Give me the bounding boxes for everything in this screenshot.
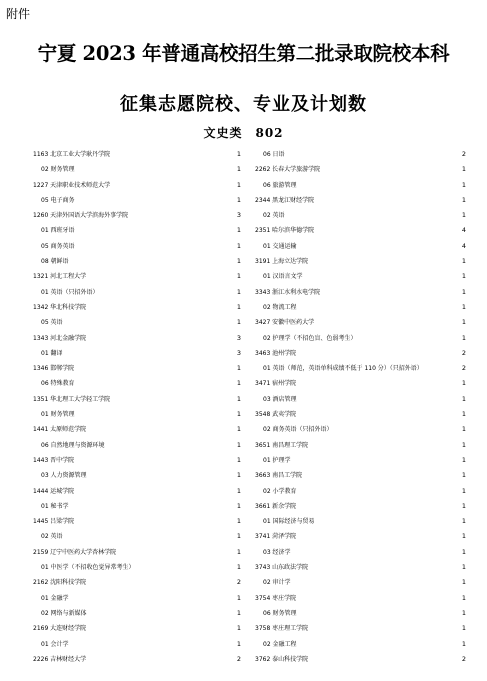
major-name: 02 英语 [263, 212, 285, 220]
school-name: 3762 泰山科技学院 [255, 655, 309, 663]
major-name: 02 物流工程 [263, 303, 297, 311]
school-row [33, 514, 241, 529]
plan-count: 1 [236, 241, 241, 250]
plan-count: 1 [461, 547, 466, 556]
school-name: 1346 邯郸学院 [33, 365, 75, 373]
plan-count: 1 [461, 624, 466, 633]
major-row [255, 178, 466, 193]
school-name: 3343 浙江水利水电学院 [255, 288, 321, 296]
school-row [255, 162, 466, 177]
major-name: 05 电子商务 [41, 196, 75, 204]
school-name: 3463 池州学院 [255, 349, 297, 357]
major-row [33, 162, 241, 177]
plan-count: 1 [236, 486, 241, 495]
school-name: 3663 南昌工学院 [255, 472, 303, 480]
school-row [255, 529, 466, 544]
major-name: 05 商务英语 [41, 242, 75, 250]
plan-count: 1 [236, 425, 241, 434]
major-name: 01 金融学 [41, 594, 69, 602]
plan-count: 1 [461, 195, 466, 204]
school-row [255, 315, 466, 330]
major-row [33, 468, 241, 483]
school-name: 3427 安徽中医药大学 [255, 319, 315, 327]
major-name: 02 金融工程 [263, 640, 297, 648]
major-row [255, 514, 466, 529]
school-row [255, 591, 466, 606]
school-row [255, 652, 466, 667]
school-name: 2162 沈阳科技学院 [33, 579, 87, 587]
school-name: 1443 晋中学院 [33, 456, 75, 464]
school-row [33, 484, 241, 499]
plan-count: 1 [461, 608, 466, 617]
major-name: 05 英语 [41, 319, 63, 327]
school-name: 3661 新余学院 [255, 502, 297, 510]
major-row [255, 422, 466, 437]
plan-count: 1 [236, 394, 241, 403]
attachment-label: 附件 [6, 7, 31, 21]
school-row [255, 376, 466, 391]
school-row [255, 438, 466, 453]
plan-count: 1 [236, 593, 241, 602]
major-name: 06 财务管理 [263, 609, 297, 617]
major-row [33, 376, 241, 391]
major-name: 01 翻译 [41, 349, 63, 357]
plan-count: 2 [236, 654, 241, 663]
school-name: 2169 大连财经学院 [33, 625, 87, 633]
school-row [255, 285, 466, 300]
school-name: 2344 黑龙江财经学院 [255, 196, 315, 204]
major-row [33, 239, 241, 254]
major-name: 02 英语 [41, 533, 63, 541]
plan-count: 1 [236, 624, 241, 633]
plan-count: 1 [236, 440, 241, 449]
plan-count: 1 [236, 379, 241, 388]
school-row [33, 422, 241, 437]
plan-count: 1 [461, 318, 466, 327]
category-heading: 文史类 802 [203, 126, 284, 140]
plan-count: 1 [236, 165, 241, 174]
plan-count: 1 [461, 532, 466, 541]
plan-count: 3 [236, 333, 241, 342]
plan-count: 1 [236, 608, 241, 617]
plan-count: 4 [461, 241, 466, 250]
major-name: 02 商务英语（只招外语） [263, 426, 333, 434]
major-row [255, 545, 466, 560]
plan-count: 1 [236, 150, 241, 158]
school-name: 2262 长春大学旅游学院 [255, 166, 321, 174]
plan-count: 1 [461, 180, 466, 189]
school-name: 1163 北京工业大学耿丹学院 [33, 151, 111, 158]
plan-count: 1 [461, 302, 466, 311]
school-name: 3191 上海立达学院 [255, 258, 309, 266]
major-name: 06 旅游管理 [263, 181, 297, 189]
school-name: 1444 运城学院 [33, 487, 75, 495]
plan-count: 1 [461, 639, 466, 648]
school-row [255, 346, 466, 361]
plan-count: 1 [236, 547, 241, 556]
major-row [33, 407, 241, 422]
plan-count: 1 [236, 272, 241, 281]
major-row [255, 300, 466, 315]
plan-count: 1 [236, 302, 241, 311]
major-row [255, 269, 466, 284]
major-row [33, 254, 241, 269]
school-name: 2351 哈尔滨华德学院 [255, 227, 315, 235]
major-name: 06 特殊教育 [41, 380, 75, 388]
major-row [33, 346, 241, 361]
school-row [255, 560, 466, 575]
major-row [255, 453, 466, 468]
major-row [33, 591, 241, 606]
school-row [255, 407, 466, 422]
school-name: 3758 枣庄理工学院 [255, 625, 309, 633]
school-row [33, 208, 241, 223]
school-name: 1321 河北工程大学 [33, 273, 87, 281]
plan-count: 1 [461, 425, 466, 434]
major-name: 02 网络与新媒体 [41, 609, 87, 617]
major-name: 01 西班牙语 [41, 227, 75, 235]
plan-count: 1 [236, 195, 241, 204]
left-column [33, 147, 241, 667]
major-name: 02 财务管理 [41, 166, 75, 174]
school-row [33, 300, 241, 315]
school-row [255, 223, 466, 238]
plan-count: 1 [461, 410, 466, 419]
plan-count: 1 [461, 272, 466, 281]
school-row [255, 468, 466, 483]
major-name: 08 朝鲜语 [41, 258, 69, 266]
plan-count: 1 [461, 257, 466, 266]
major-row [255, 147, 466, 162]
plan-count: 1 [236, 501, 241, 510]
major-name: 01 汉语言文学 [263, 273, 303, 281]
major-name: 01 秘书学 [41, 502, 69, 510]
plan-count: 1 [236, 287, 241, 296]
plan-count: 1 [236, 364, 241, 373]
plan-count: 1 [461, 578, 466, 587]
plan-count: 1 [461, 563, 466, 572]
major-name: 01 中医学（不招收色觉异常考生） [41, 564, 135, 572]
plan-count: 2 [461, 654, 466, 663]
plan-count: 1 [461, 471, 466, 480]
school-row [33, 392, 241, 407]
school-name: 3651 南昌理工学院 [255, 441, 309, 449]
plan-count: 1 [236, 455, 241, 464]
school-name: 1441 太原师范学院 [33, 426, 87, 434]
school-name: 1445 吕梁学院 [33, 518, 75, 526]
major-name: 01 财务管理 [41, 411, 75, 419]
major-row [255, 331, 466, 346]
plan-count: 2 [461, 348, 466, 357]
major-row [33, 315, 241, 330]
major-row [255, 606, 466, 621]
plan-count: 2 [236, 578, 241, 587]
school-name: 3743 山东政法学院 [255, 564, 309, 572]
major-name: 06 自然地理与资源环境 [41, 441, 105, 449]
major-row [255, 575, 466, 590]
plan-count: 1 [461, 455, 466, 464]
plan-count: 1 [461, 486, 466, 495]
major-row [255, 208, 466, 223]
major-row [255, 484, 466, 499]
plan-count: 1 [236, 410, 241, 419]
plan-count: 1 [461, 394, 466, 403]
school-name: 1342 华北科技学院 [33, 303, 87, 311]
school-row [255, 621, 466, 636]
plan-count: 1 [461, 440, 466, 449]
major-name: 01 会计学 [41, 640, 69, 648]
school-row [33, 147, 241, 162]
school-name: 3741 菏泽学院 [255, 533, 297, 541]
school-name: 1351 华北理工大学轻工学院 [33, 395, 111, 403]
school-row [33, 575, 241, 590]
plan-count: 1 [236, 517, 241, 526]
plan-count: 4 [461, 226, 466, 235]
school-name: 2159 辽宁中医药大学杏林学院 [33, 548, 117, 556]
school-name: 3548 武夷学院 [255, 411, 297, 419]
school-row [255, 193, 466, 208]
school-row [33, 269, 241, 284]
major-name: 01 英语（师范，英语单科成绩不低于 110 分）（只招外语） [263, 365, 423, 373]
plan-count: 3 [236, 348, 241, 357]
document-title-line2: 征集志愿院校、专业及计划数 [120, 94, 367, 115]
school-row [255, 254, 466, 269]
plan-count: 1 [236, 563, 241, 572]
major-row [255, 392, 466, 407]
school-row [33, 331, 241, 346]
plan-count: 1 [461, 287, 466, 296]
school-row [255, 499, 466, 514]
plan-count: 2 [461, 364, 466, 373]
school-row [33, 453, 241, 468]
school-row [33, 545, 241, 560]
major-name: 01 护理学 [263, 456, 291, 464]
plan-count: 1 [461, 517, 466, 526]
major-name: 02 护理学（不招色盲、色弱考生） [263, 334, 357, 342]
plan-count: 1 [236, 180, 241, 189]
school-name: 1260 天津外国语大学滨海外事学院 [33, 212, 129, 220]
school-row [33, 361, 241, 376]
school-name: 1227 天津职业技术师范大学 [33, 181, 111, 189]
major-row [33, 499, 241, 514]
major-row [255, 361, 466, 376]
plan-count: 2 [461, 150, 466, 158]
major-row [33, 193, 241, 208]
major-row [33, 529, 241, 544]
school-name: 3471 宿州学院 [255, 380, 297, 388]
major-row [33, 637, 241, 652]
major-row [33, 560, 241, 575]
right-column [255, 147, 466, 667]
plan-count: 1 [461, 165, 466, 174]
major-row [33, 223, 241, 238]
school-row [33, 621, 241, 636]
major-row [255, 637, 466, 652]
major-name: 03 经济学 [263, 548, 291, 556]
plan-count: 1 [236, 532, 241, 541]
document-title: 宁夏 2023 年普通高校招生第二批录取院校本科 [37, 42, 450, 65]
major-name: 02 小学教育 [263, 487, 297, 495]
major-name: 03 酒店管理 [263, 395, 297, 403]
plan-count: 3 [236, 211, 241, 220]
major-row [33, 438, 241, 453]
major-name: 06 日语 [263, 151, 285, 158]
major-name: 01 英语（只招外语） [41, 288, 99, 296]
major-name: 03 人力资源管理 [41, 472, 87, 480]
school-row [33, 178, 241, 193]
plan-count: 1 [461, 501, 466, 510]
plan-count: 1 [236, 226, 241, 235]
plan-count: 1 [461, 593, 466, 602]
school-row [33, 652, 241, 667]
plan-count: 1 [461, 379, 466, 388]
plan-count: 1 [236, 318, 241, 327]
major-name: 01 国际经济与贸易 [263, 518, 315, 526]
plan-count: 1 [236, 471, 241, 480]
school-name: 3754 枣庄学院 [255, 594, 297, 602]
plan-count: 1 [236, 639, 241, 648]
plan-count: 1 [236, 257, 241, 266]
major-row [33, 285, 241, 300]
major-name: 02 审计学 [263, 579, 291, 587]
plan-count: 1 [461, 211, 466, 220]
school-name: 1343 河北金融学院 [33, 334, 87, 342]
major-name: 01 交通运输 [263, 242, 297, 250]
major-row [255, 239, 466, 254]
plan-count: 1 [461, 333, 466, 342]
major-row [33, 606, 241, 621]
school-name: 2226 吉林财经大学 [33, 655, 87, 663]
